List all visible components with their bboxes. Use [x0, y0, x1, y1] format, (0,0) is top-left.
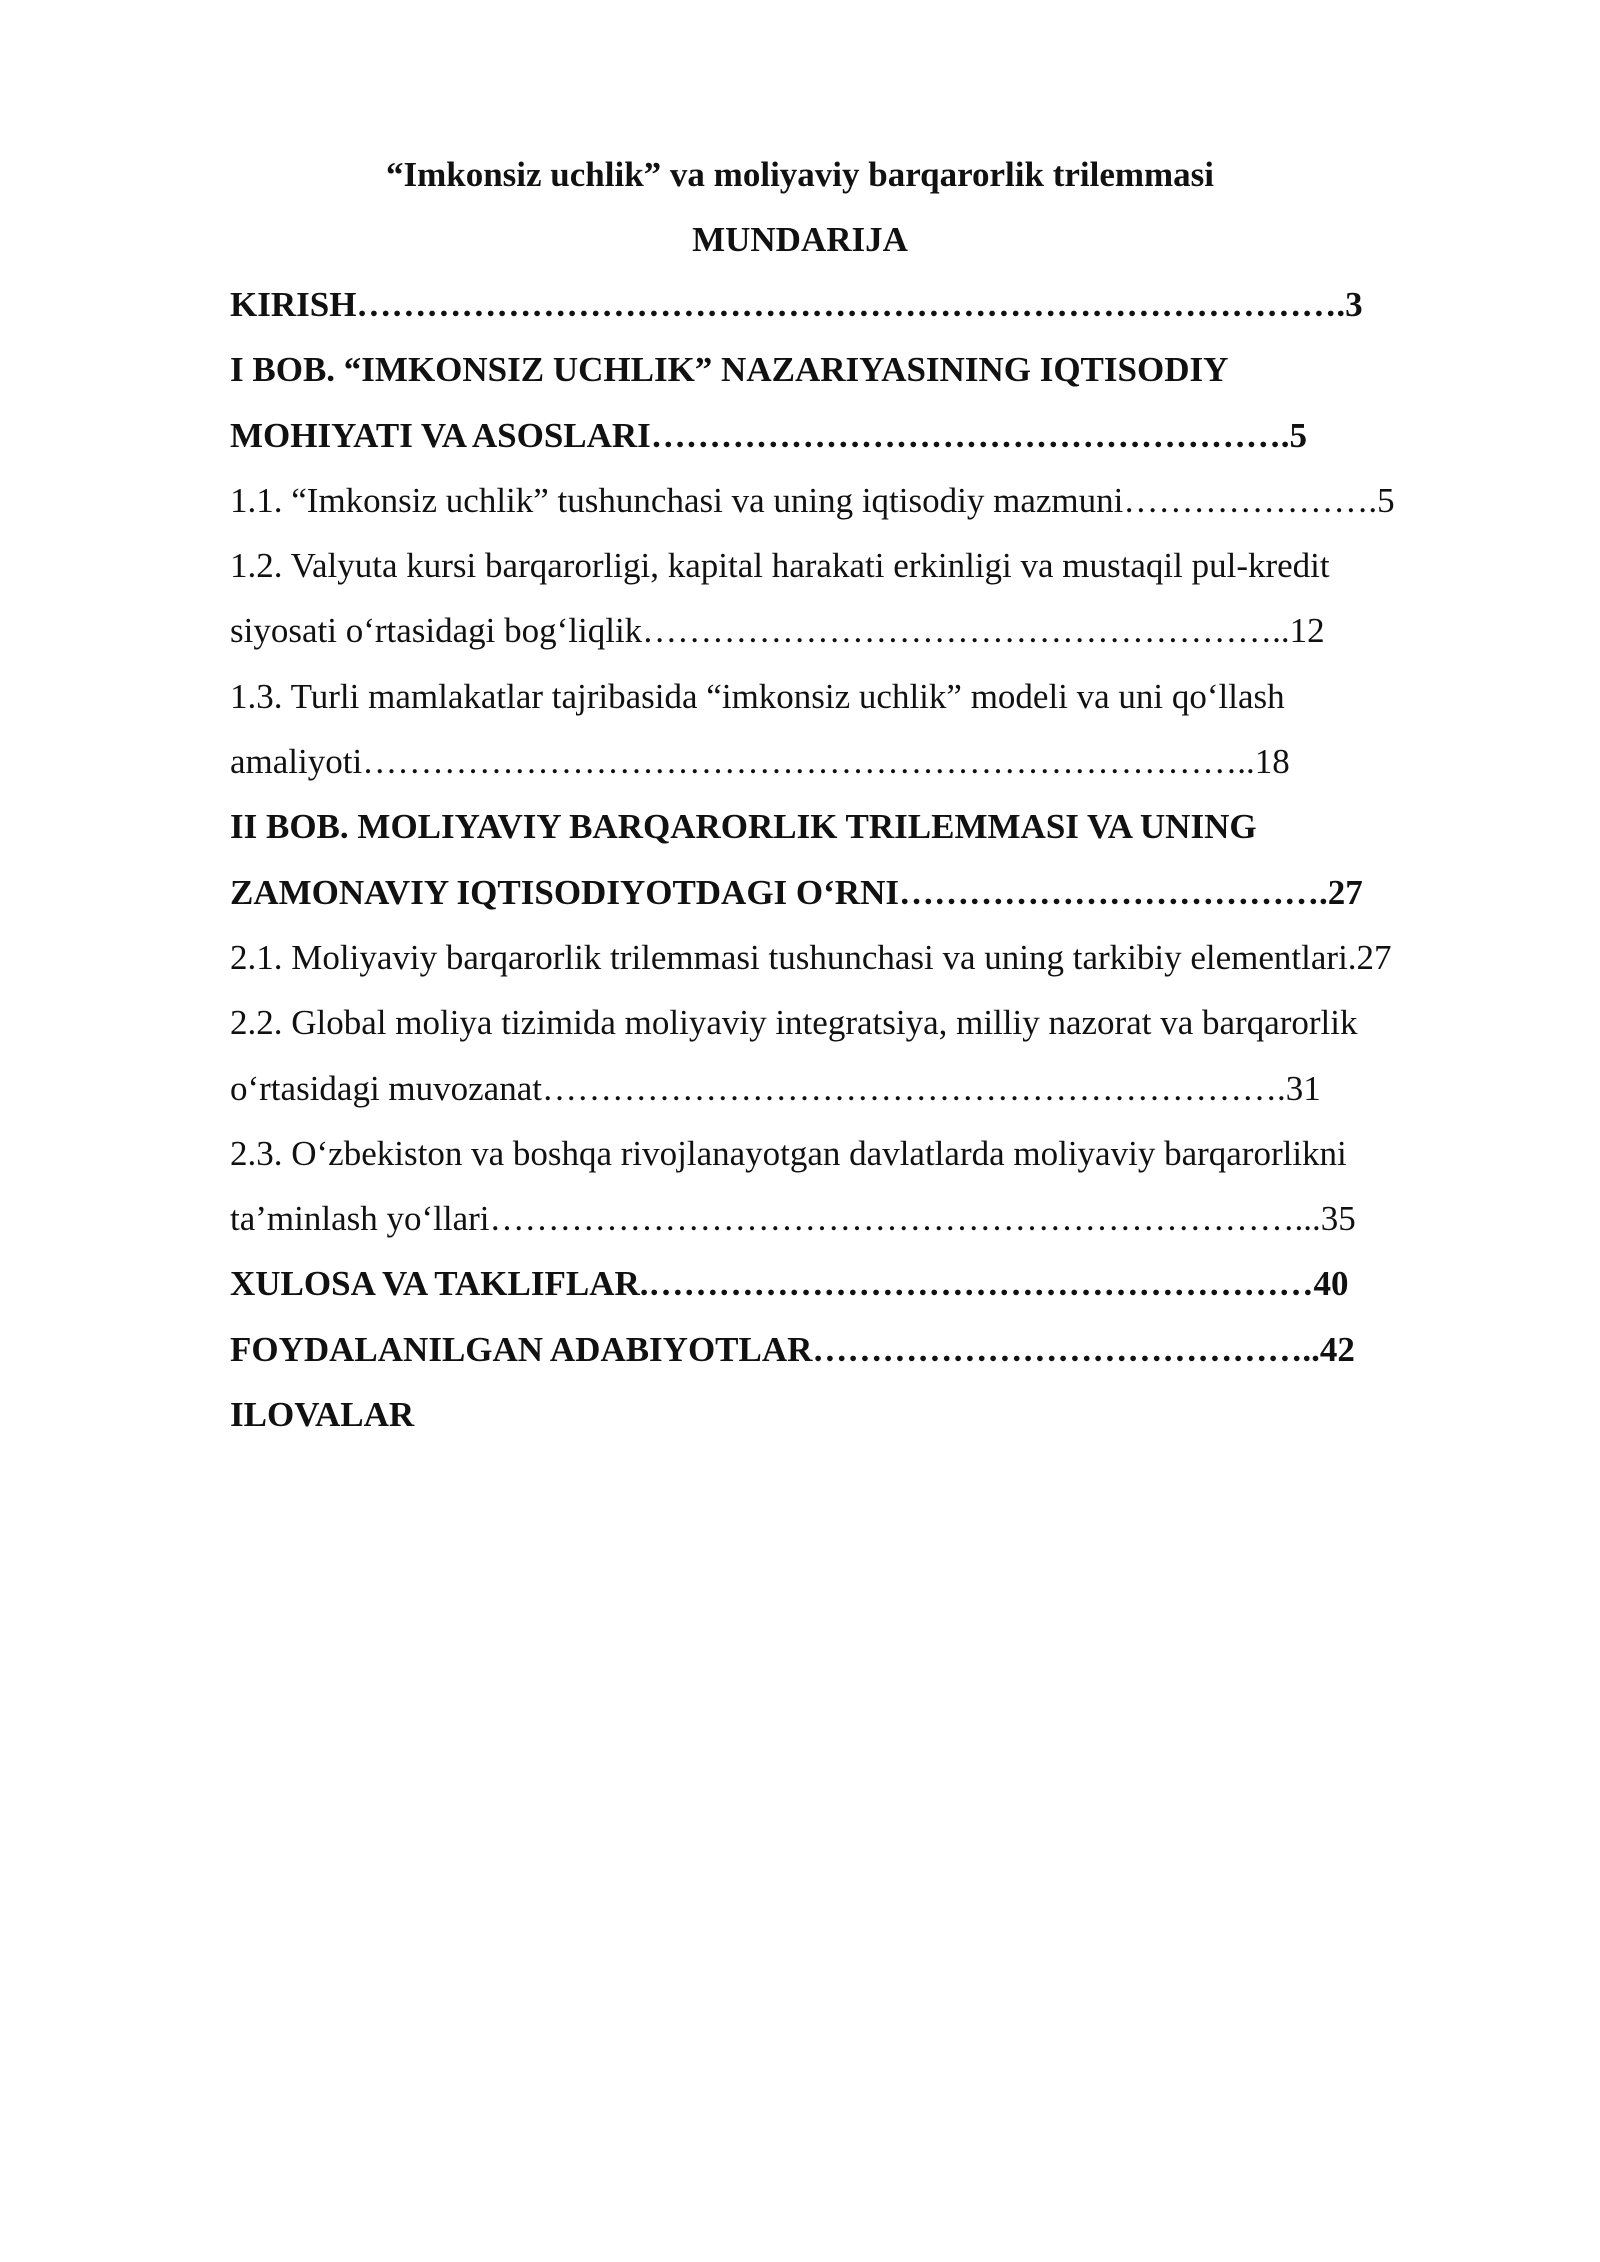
toc-line-section-2-2-cont: o‘rtasidagi muvozanat……………………………………………………….31 [230, 1068, 1321, 1108]
toc-line-ilovalar: ILOVALAR [230, 1395, 415, 1435]
toc-line-section-2-3-cont: ta’minlash yo‘llari……………………………………………………………...35 [230, 1199, 1356, 1239]
toc-line-section-2-1: 2.1. Moliyaviy barqarorlik trilemmasi tushunchasi va uning tarkibiy elementlari.27 [230, 937, 1392, 977]
toc-line-section-1-2: 1.2. Valyuta kursi barqarorligi, kapital harakati erkinligi va mustaqil pul-kredit [230, 546, 1330, 586]
toc-line-section-2-2: 2.2. Global moliya tizimida moliyaviy integratsiya, milliy nazorat va barqarorlik [230, 1003, 1358, 1043]
toc-line-xulosa: XULOSA VA TAKLIFLAR.…………………………………………………40 [230, 1264, 1349, 1304]
table-of-contents [230, 280, 1492, 1455]
document-title: “Imkonsiz uchlik” va moliyaviy barqarorlik trilemmasi [385, 155, 1215, 194]
toc-line-section-1-2-cont: siyosati o‘rtasidagi bog‘liqlik………………………………………………..12 [230, 611, 1325, 651]
toc-line-adabiyotlar: FOYDALANILGAN ADABIYOTLAR……………………………………..42 [230, 1329, 1355, 1369]
toc-line-chapter-1-title-cont: MOHIYATI VA ASOSLARI……………………………………………….5 [230, 415, 1308, 455]
toc-line-kirish: KIRISH………………………………………………………………………….3 [230, 285, 1363, 324]
toc-line-section-1-3: 1.3. Turli mamlakatlar tajribasida “imkonsiz uchlik” modeli va uni qo‘llash [230, 676, 1285, 716]
toc-line-section-1-3-cont: amaliyoti…………………………………………………………………..18 [230, 742, 1290, 782]
toc-line-chapter-2-title-cont: ZAMONAVIY IQTISODIYOTDAGI O‘RNI……………………………….27 [230, 872, 1363, 912]
toc-heading: MUNDARIJA [692, 220, 908, 259]
toc-line-chapter-2-title: II BOB. MOLIYAVIY BARQARORLIK TRILEMMASI VA UNING [230, 807, 1257, 847]
toc-line-section-1-1: 1.1. “Imkonsiz uchlik” tushunchasi va uning iqtisodiy mazmuni………………….5 [230, 480, 1395, 520]
toc-line-chapter-1-title: I BOB. “IMKONSIZ UCHLIK” NAZARIYASINING IQTISODIY [230, 350, 1229, 390]
toc-line-section-2-3: 2.3. O‘zbekiston va boshqa rivojlanayotgan davlatlarda moliyaviy barqarorlikni [230, 1133, 1347, 1173]
